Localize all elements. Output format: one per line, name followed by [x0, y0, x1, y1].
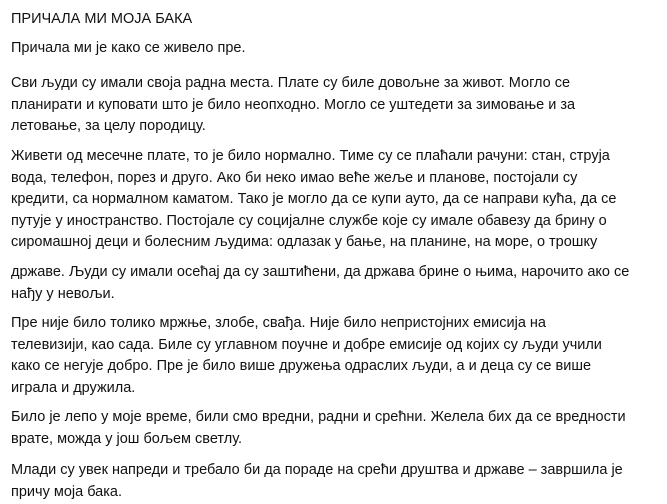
text-line: Живети од месечне плате, то је било нормално. Тиме су се плаћали рачуни: стан, струја	[11, 148, 610, 164]
text-line: врате, можда у још бољем светлу.	[11, 430, 243, 447]
paragraph-closing	[11, 460, 661, 503]
document-title: ПРИЧАЛА МИ МОЈА БАКА	[11, 11, 193, 27]
text-line: сиромашној деци и болесним људима: одлазак у бање, на планине, на море, о трошку	[11, 234, 598, 250]
text-line: вода, телефон, порез и друго. Ако би неко имао веће жеље и планове, постојали су	[11, 169, 578, 186]
text-line: летовање, за целу породицу.	[11, 118, 206, 134]
paragraph-past	[11, 313, 661, 399]
text-line: причу моја бака.	[11, 483, 122, 500]
paragraph-intro	[11, 38, 661, 60]
text-line: планирати и куповати што је било неопходно. Могло се уштедети за зимовање и за	[11, 96, 576, 113]
text-line: Млади су увек напреди и требало би да пораде на срећи друштва и државе – завршила је	[11, 462, 623, 478]
text-line: Причала ми је како се живело пре.	[11, 40, 246, 56]
text-line: како се негује добро. Пре је било више дружења одраслих људи, а и деца су се више	[11, 358, 592, 374]
text-line: Било је лепо у моје време, били смо вредни, радни и срећни. Желела бих да се вредности	[11, 409, 626, 425]
text-line: путује у иностранство. Постојале су социјалне службе које су имале обавезу да брину о	[11, 212, 607, 229]
paragraph-state	[11, 262, 661, 305]
text-line: кредити, са нормалном каматом. Тако је могло да се купи ауто, да се направи кућа, да се	[11, 191, 617, 207]
paragraph-jobs	[11, 73, 661, 138]
paragraph-salary	[11, 146, 661, 254]
text-line: нађу у невољи.	[11, 285, 115, 302]
text-line: Пре није било толико мржње, злобе, свађа. Није било непристојних емисија на	[11, 315, 546, 331]
paragraph-values	[11, 407, 661, 450]
text-line: државе. Људи су имали осећај да су заштићени, да држава брине о њима, нарочито ако се	[11, 264, 630, 280]
text-line: играла и дружила.	[11, 379, 136, 396]
text-line: телевизији, као сада. Биле су углавном поучне и добре емисије од којих су људи учили	[11, 336, 602, 353]
text-line: Сви људи су имали своја радна места. Плате су биле довољне за живот. Могло се	[11, 75, 571, 91]
